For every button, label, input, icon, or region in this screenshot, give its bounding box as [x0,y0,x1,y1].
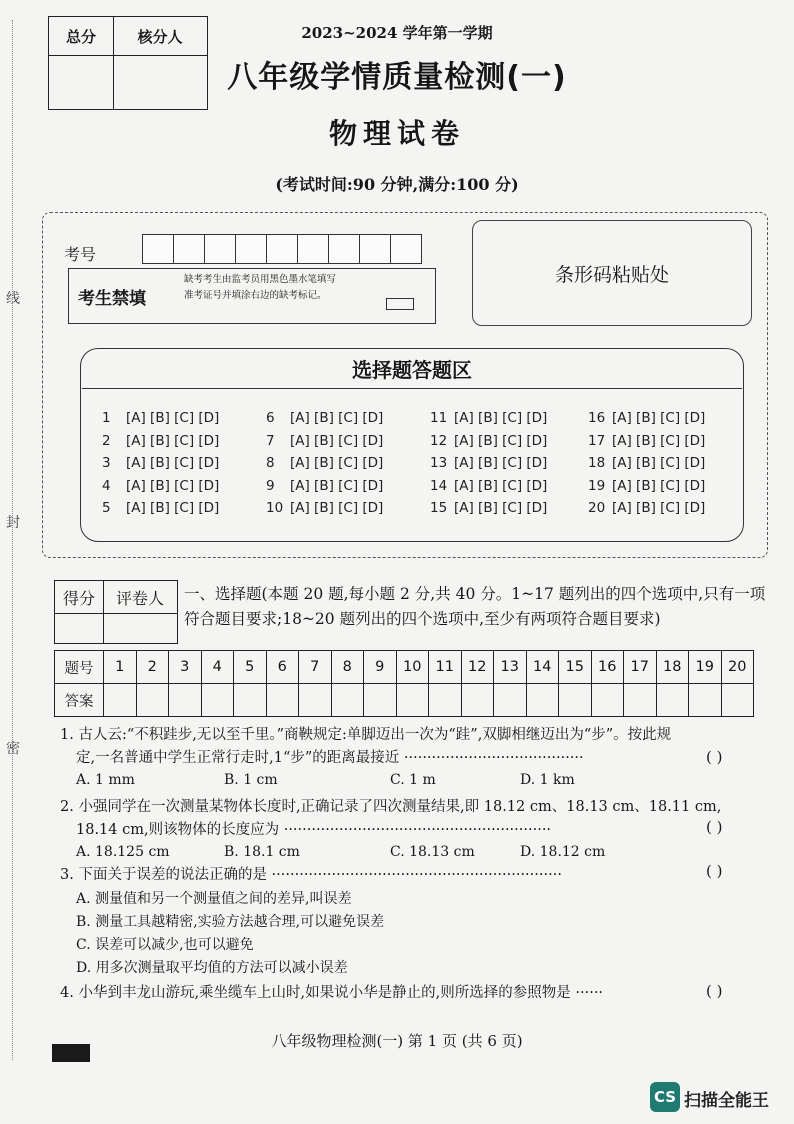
answer-cell[interactable] [461,684,494,717]
question-1 [60,724,671,770]
answer-cell[interactable] [559,684,592,717]
choice-row[interactable]: 9 [A] [B] [C] [D] [266,477,384,494]
answer-paren[interactable]: ( ) [706,818,723,836]
side-mark-seal: 封 [6,515,20,531]
exam-number-label: 考号 [64,245,97,264]
absent-title: 考生禁填 [78,289,146,309]
time-info: (考试时间:90 分钟,满分:100 分) [275,175,519,194]
question-3 [60,864,562,887]
choice-row[interactable]: 13 [A] [B] [C] [D] [430,455,548,471]
choice-row[interactable]: 14 [A] [B] [C] [D] [430,477,548,494]
answer-cell[interactable] [104,684,137,717]
choice-row[interactable]: 16 [A] [B] [C] [D] [588,410,706,426]
answer-cell[interactable] [364,684,397,717]
side-mark-line: 线 [6,291,20,307]
answer-cell[interactable] [396,684,429,717]
number-label: 题号 [55,651,104,684]
answer-cell[interactable] [721,684,754,717]
choice-row[interactable]: 1 [A] [B] [C] [D] [102,410,220,426]
answer-table [54,650,754,717]
choice-row[interactable]: 6 [A] [B] [C] [D] [266,410,384,426]
answer-cell[interactable] [429,684,462,717]
grader-box [54,580,178,644]
choice-row[interactable]: 4 [A] [B] [C] [D] [102,477,220,494]
answer-cell[interactable] [689,684,722,717]
option-b: B. 18.1 cm [224,844,300,860]
choice-row[interactable]: 11 [A] [B] [C] [D] [430,410,548,426]
option-d: D. 1 km [520,772,575,788]
option-c: C. 18.13 cm [390,844,475,860]
question-1-line2: 定,一名普通中学生正常行走时,1“步”的距离最接近 ······································· [76,750,584,766]
option-d: D. 18.12 cm [520,844,606,860]
answer-cell[interactable] [591,684,624,717]
answer-paren[interactable]: ( ) [706,748,723,766]
exam-number-cells[interactable] [142,234,421,264]
answer-cell[interactable] [331,684,364,717]
choice-row[interactable]: 5 [A] [B] [C] [D] [102,500,220,516]
question-1-line1: 1. 古人云:“不积跬步,无以至千里。”商鞅规定:单脚迈出一次为“跬”,双脚相继迈出为“步”。按此规 [60,727,672,743]
question-4-line1: 4. 小华到丰龙山游玩,乘坐缆车上山时,如果说小华是静止的,则所选择的参照物是 ······ [60,985,604,1001]
answer-cell[interactable] [136,684,169,717]
choice-row[interactable]: 18 [A] [B] [C] [D] [588,455,706,471]
choice-row[interactable]: 10 [A] [B] [C] [D] [266,500,384,516]
choice-row[interactable]: 12 [A] [B] [C] [D] [430,432,548,449]
choice-row[interactable]: 19 [A] [B] [C] [D] [588,477,706,494]
total-score-header: 总分 [49,17,114,55]
answer-row [55,684,754,717]
question-2-line2: 18.14 cm,则该物体的长度应为 ·························································· [76,822,552,838]
choice-column [102,410,219,523]
answer-cell[interactable] [656,684,689,717]
barcode-area: 条形码粘贴处 [472,220,752,326]
option-d: D. 用多次测量取平均值的方法可以减小误差 [76,960,348,976]
answer-paren[interactable]: ( ) [706,862,723,880]
choice-column [588,410,705,523]
question-2 [60,796,721,842]
number-row: 题号 1 2 3 4 5 6 7 8 9 10 11 12 13 14 15 16 17 18 19 20 [55,651,754,684]
answer-cell[interactable] [169,684,202,717]
question-3-line1: 3. 下面关于误差的说法正确的是 ······························································· [60,867,562,883]
choice-area-title: 选择题答题区 [82,348,742,389]
choice-row[interactable]: 17 [A] [B] [C] [D] [588,432,706,449]
reviewer-header: 评卷人 [115,588,164,608]
choice-row[interactable]: 15 [A] [B] [C] [D] [430,500,548,516]
option-a: A. 18.125 cm [76,844,170,860]
answer-label: 答案 [55,684,104,717]
question-2-line1: 2. 小强同学在一次测量某物体长度时,正确记录了四次测量结果,即 18.12 cm、18.13 cm、18.11 cm, [60,799,722,815]
absent-instructions: 缺考考生由监考员用黑色墨水笔填写准考证号并填涂右边的缺考标记。 [184,274,337,301]
answer-cell[interactable] [526,684,559,717]
choice-row[interactable]: 2 [A] [B] [C] [D] [102,432,220,449]
question-4 [60,982,603,1005]
absent-mark-box[interactable] [386,298,414,310]
exam-title: 八年级学情质量检测(一) [227,60,567,95]
option-a: A. 测量值和另一个测量值之间的差异,叫误差 [76,891,352,907]
term-label: 2023~2024 学年第一学期 [301,24,493,42]
score-header: 得分 [55,581,104,613]
section-title: 一、选择题(本题 20 题,每小题 2 分,共 40 分。1~17 题列出的四个选项中,只有一项符合题目要求;18~20 题列出的四个选项中,至少有两项符合题目要求) [184,585,766,628]
answer-paren[interactable]: ( ) [706,982,723,1000]
scanner-logo-icon: CS [650,1082,680,1112]
answer-cell[interactable] [624,684,657,717]
option-a: A. 1 mm [76,772,135,788]
choice-row[interactable]: 3 [A] [B] [C] [D] [102,455,220,471]
subject-title: 物理试卷 [328,117,465,150]
choice-row[interactable]: 20 [A] [B] [C] [D] [588,500,706,516]
side-mark-secret: 密 [6,741,20,757]
option-c: C. 误差可以减少,也可以避免 [76,937,254,953]
answer-cell[interactable] [201,684,234,717]
answer-cell[interactable] [234,684,267,717]
answer-cell[interactable] [494,684,527,717]
black-marker [52,1044,90,1062]
scanner-name: 扫描全能王 [684,1091,769,1111]
option-b: B. 测量工具越精密,实验方法越合理,可以避免误差 [76,914,385,930]
choice-row[interactable]: 7 [A] [B] [C] [D] [266,432,384,449]
answer-cell[interactable] [299,684,332,717]
answer-cell[interactable] [266,684,299,717]
choice-column [430,410,547,523]
choice-column [266,410,383,523]
option-b: B. 1 cm [224,772,278,788]
checker-header: 核分人 [137,27,183,46]
page-footer: 八年级物理检测(一) 第 1 页 (共 6 页) [271,1032,523,1050]
option-c: C. 1 m [390,772,436,788]
choice-row[interactable]: 8 [A] [B] [C] [D] [266,455,384,471]
question-3-options [76,888,384,980]
